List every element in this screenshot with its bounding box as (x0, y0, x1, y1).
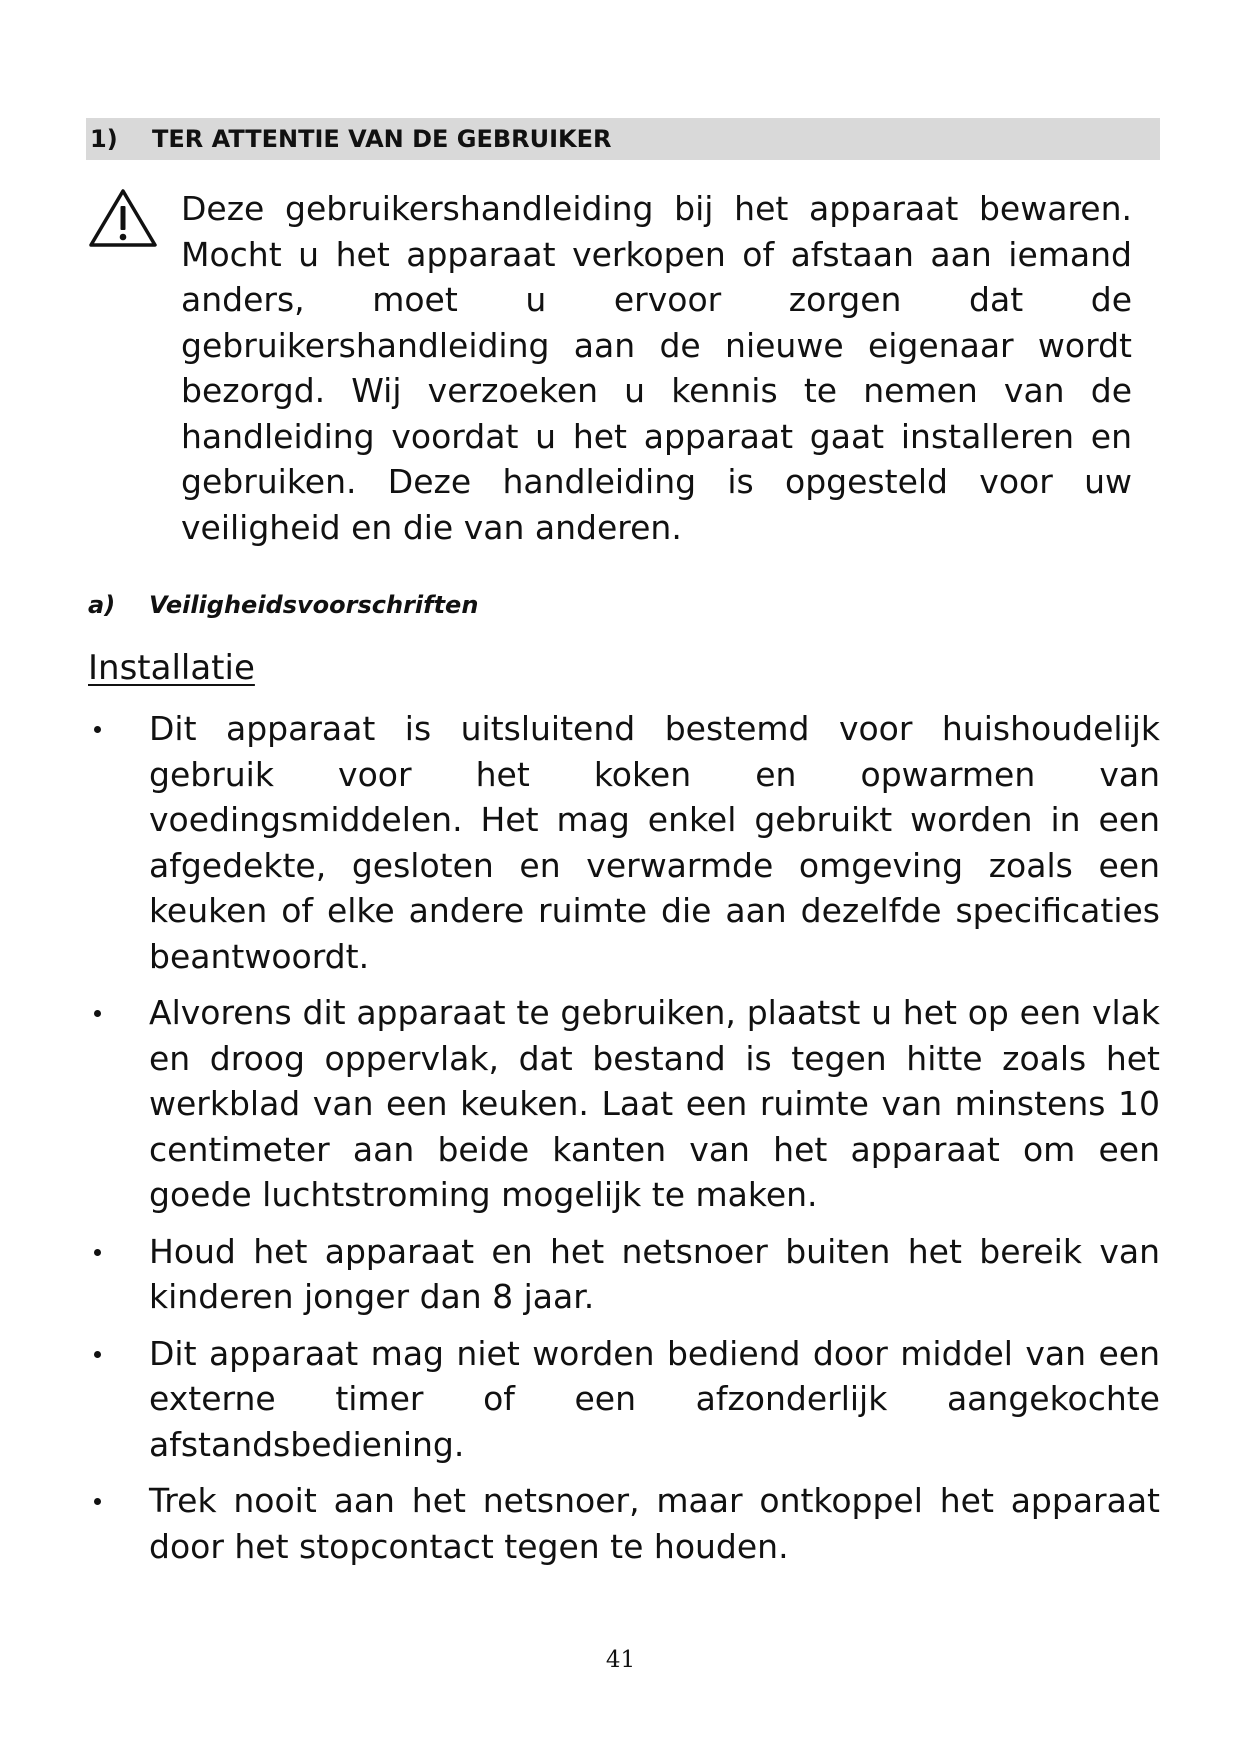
bullet-item (88, 990, 1160, 1218)
bullet-dot-icon (94, 726, 101, 733)
subsection-letter: a) (88, 591, 116, 619)
subsection-title: Veiligheidsvoorschriften (149, 591, 479, 619)
bullet-dot-icon (94, 1498, 101, 1505)
bullet-text: Dit apparaat is uitsluitend bestemd voor huishoudelijk gebruik voor het koken en opwarmen van voedingsmiddelen. Het mag enkel gebruikt worden in een afgedekte, gesloten en verwarmde omgeving zoals een keuken of elke andere ruimte die aan dezelfde specificaties beantwoordt. (149, 709, 1160, 976)
bullet-item (88, 1229, 1160, 1320)
bullet-item (88, 1331, 1160, 1468)
section-number: 1) (90, 125, 118, 153)
page-number: 41 (605, 1647, 636, 1673)
installatie-heading: Installatie (88, 648, 255, 688)
warning-triangle-icon (88, 188, 158, 248)
bullet-text: Trek nooit aan het netsnoer, maar ontkoppel het apparaat door het stopcontact tegen te houden. (149, 1481, 1160, 1566)
bullet-dot-icon (94, 1351, 101, 1358)
bullet-item (88, 706, 1160, 979)
installatie-bullet-list (88, 706, 1160, 1580)
warning-paragraph: Deze gebruikershandleiding bij het apparaat bewaren. Mocht u het apparaat verkopen of afstaan aan iemand anders, moet u ervoor zorgen dat de gebruikershandleiding aan de nieuwe eigenaar wordt bezorgd. Wij verzoeken u kennis te nemen van de handleiding voordat u het apparaat gaat installeren en gebruiken. Deze handleiding is opgesteld voor uw veiligheid en die van anderen. (181, 189, 1132, 547)
section-title: TER ATTENTIE VAN DE GEBRUIKER (152, 125, 612, 153)
bullet-text: Alvorens dit apparaat te gebruiken, plaatst u het op een vlak en droog oppervlak, dat bestand is tegen hitte zoals het werkblad van een keuken. Laat een ruimte van minstens 10 centimeter aan beide kanten van het apparaat om een goede luchtstroming mogelijk te maken. (149, 993, 1160, 1214)
section-header-bar (86, 118, 1160, 160)
bullet-text: Dit apparaat mag niet worden bediend door middel van een externe timer of een afzonderlijk aangekochte afstandsbediening. (149, 1333, 1160, 1464)
bullet-dot-icon (94, 1249, 101, 1256)
bullet-dot-icon (94, 1010, 101, 1017)
subsection-heading (88, 591, 478, 619)
bullet-item (88, 1478, 1160, 1569)
bullet-text: Houd het apparaat en het netsnoer buiten het bereik van kinderen jonger dan 8 jaar. (149, 1231, 1160, 1316)
